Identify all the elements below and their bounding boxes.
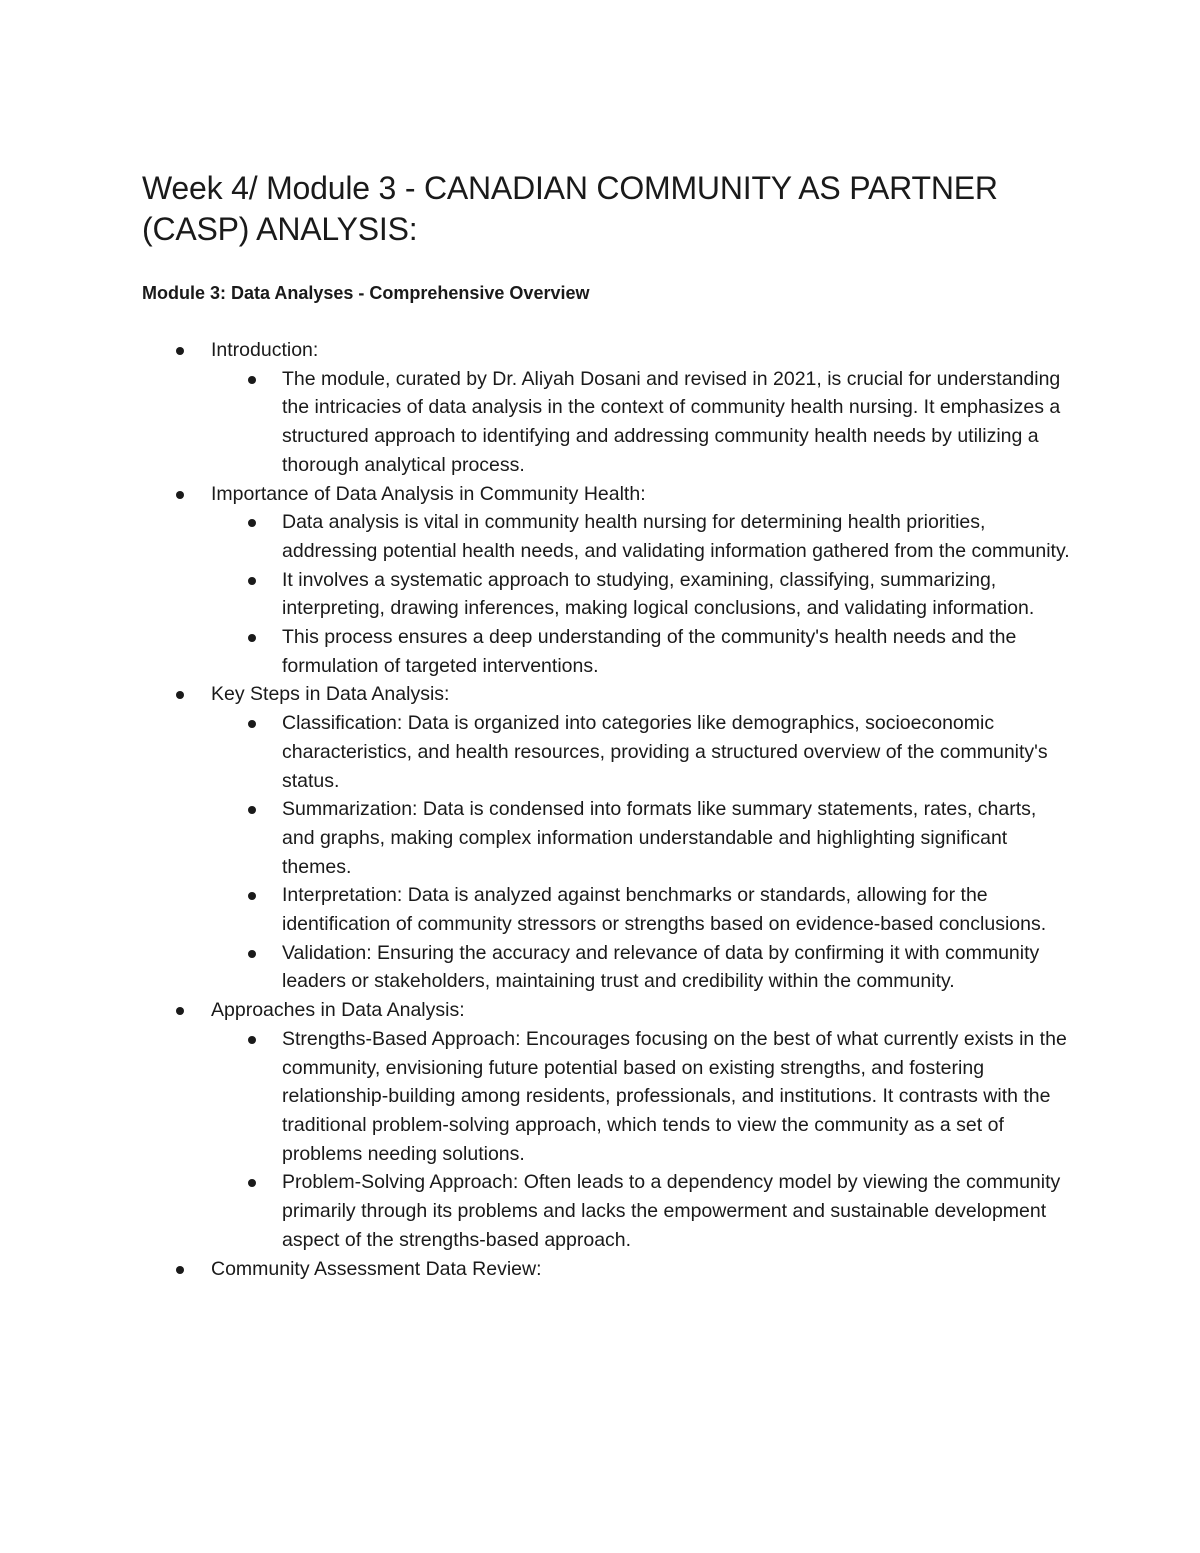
list-item-text: Strengths-Based Approach: Encourages focusing on the best of what currently exists in the community, envisioning future potential based on existing strengths, and fostering relationship-building among residents, professionals, and institutions. It contrasts with the traditional problem-solving approach, which tends to view the community as a set of problems needing solutions. [282, 1027, 1067, 1165]
document-title: Week 4/ Module 3 - CANADIAN COMMUNITY AS PARTNER (CASP) ANALYSIS: [142, 170, 998, 247]
bullet-icon [176, 491, 184, 499]
section-heading: Approaches in Data Analysis: [211, 999, 465, 1022]
sub-list [211, 1025, 1072, 1255]
section-heading: Key Steps in Data Analysis: [211, 683, 450, 706]
list-item-text: It involves a systematic approach to studying, examining, classifying, summarizing, interpreting, drawing inferences, making logical conclusions, and validating information. [282, 568, 1035, 620]
list-item-text: Interpretation: Data is analyzed against benchmarks or standards, allowing for the identification of community stressors or strengths based on evidence-based conclusions. [282, 884, 1047, 936]
bullet-icon [176, 1007, 184, 1015]
list-item-text: The module, curated by Dr. Aliyah Dosani and revised in 2021, is crucial for understanding the intricacies of data analysis in the context of community health nursing. It emphasizes a structured approach to identifying and addressing community health needs by utilizing a thorough analytical process. [282, 367, 1061, 476]
list-item-text: Summarization: Data is condensed into formats like summary statements, rates, charts, and graphs, making complex information understandable and highlighting significant themes. [282, 798, 1037, 878]
section-heading: Community Assessment Data Review: [211, 1257, 542, 1280]
bullet-icon [248, 376, 256, 384]
list-item-text: Validation: Ensuring the accuracy and relevance of data by confirming it with community leaders or stakeholders, maintaining trust and credibility within the community. [282, 941, 1040, 993]
list-item [211, 939, 1072, 996]
bullet-icon [248, 577, 256, 585]
bullet-icon [248, 950, 256, 958]
list-item [211, 881, 1072, 938]
section-heading: Importance of Data Analysis in Community Health: [211, 482, 646, 505]
bullet-icon [248, 806, 256, 814]
bullet-icon [248, 1179, 256, 1187]
list-item [142, 996, 1072, 1254]
list-item [211, 709, 1072, 795]
bullet-icon [248, 892, 256, 900]
list-item [211, 795, 1072, 881]
sub-list [211, 709, 1072, 996]
sub-list [211, 508, 1072, 680]
list-item [211, 1168, 1072, 1254]
list-item [211, 508, 1072, 565]
list-item [211, 623, 1072, 680]
list-item [142, 480, 1072, 681]
list-item-text: Data analysis is vital in community health nursing for determining health priorities, addressing potential health needs, and validating information gathered from the community. [282, 511, 1070, 562]
bullet-icon [248, 720, 256, 728]
list-item [142, 1255, 1072, 1284]
sub-list [211, 365, 1072, 480]
bullet-icon [176, 691, 184, 699]
list-item-text: This process ensures a deep understanding of the community's health needs and the formulation of targeted interventions. [282, 626, 1017, 677]
outline-list [142, 336, 1072, 1283]
list-item [211, 365, 1072, 480]
bullet-icon [176, 347, 184, 355]
bullet-icon [248, 1036, 256, 1044]
bullet-icon [248, 634, 256, 642]
list-item-text: Problem-Solving Approach: Often leads to a dependency model by viewing the community primarily through its problems and lacks the empowerment and sustainable development aspect of the strengths-based approach. [282, 1171, 1061, 1251]
list-item-text: Classification: Data is organized into categories like demographics, socioeconomic characteristics, and health resources, providing a structured overview of the community's status. [282, 712, 1048, 792]
bullet-icon [248, 519, 256, 527]
list-item [142, 336, 1072, 480]
list-item [211, 1025, 1072, 1169]
list-item [211, 566, 1072, 623]
bullet-icon [176, 1266, 184, 1274]
section-heading: Introduction: [211, 339, 319, 361]
document-subtitle: Module 3: Data Analyses - Comprehensive Overview [142, 283, 590, 303]
document-page [142, 168, 1072, 1283]
list-item [142, 680, 1072, 996]
